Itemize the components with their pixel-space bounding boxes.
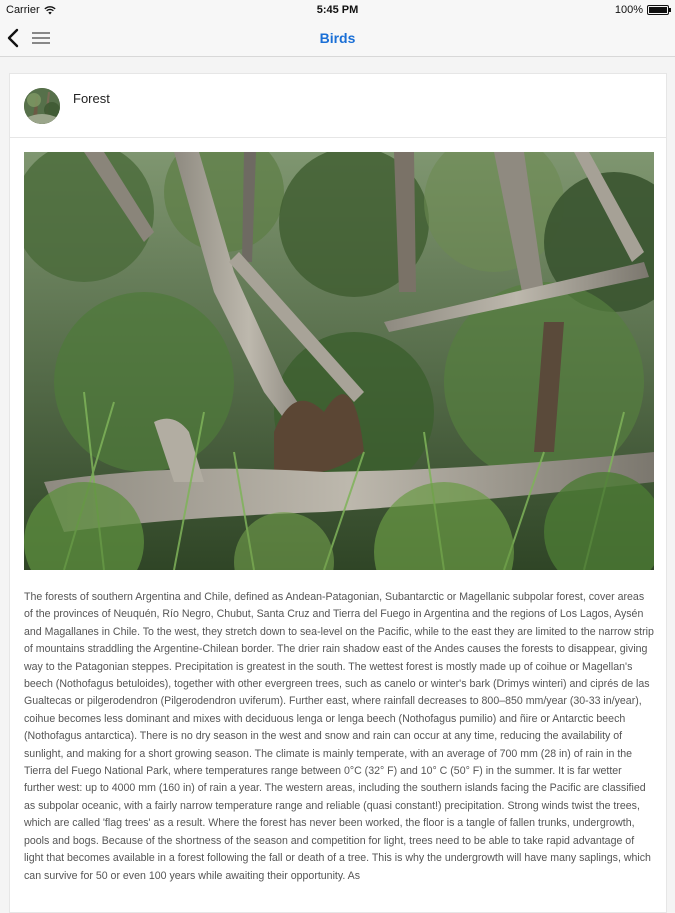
chevron-left-icon xyxy=(6,28,22,48)
battery-percent: 100% xyxy=(614,4,643,16)
content-card xyxy=(9,73,667,913)
forest-photo-illustration xyxy=(24,152,654,570)
battery-icon xyxy=(647,5,669,15)
article-body: The forests of southern Argentina and Chile, defined as Andean-Patagonian, Subantarctic or Magellanic subpolar forest, cover areas of the provinces of Neuquén, Río Negro, Chubut, Santa Cruz and Tierra del Fuego in Argentina and the regions of Los Lagos, Aysén and Magallanes in Chile. To the west, they stretch down to sea-level on the Pacific, while to the east they are limited to the narrow strip of mountains straddling the Argentine-Chilean border. The drier rain shadow east of the Andes causes the forests to disappear, giving way to the Patagonian steppes. Precipitation is greatest in the south. The wettest forest is mostly made up of coihue or Magellan's beech (Nothofagus betuloides), together with other evergreen trees, such as canelo or winter's bark (Drimys winteri) and ciprés de las Gualtecas or pilgerodendron (Pilgerodendron uviferum). Further east, where rainfall decreases to 800–850 mm/year (30-33 in/year), coihue becomes less dominant and mixes with deciduous lenga or lenga beech (Nothofagus pumilio) and ñire or Antarctic beech (Nothofagus antarctica). There is no dry season in the west and snow and rain can occur at any time, reducing the availability of sunlight, and making for a short growing season. The climate is mainly temperate, with an average of 700 mm (28 in) of rain in the Tierra del Fuego National Park, where temperatures range between 0°C (32° F) and 10° C (50° F) in the summer. It is far wetter further west: up to 4000 mm (160 in) of rain a year. The western areas, including the southern islands facing the Pacific are classified as subpolar oceanic, with a fairly narrow temperature range and reliable (quasi constant!) precipitation. Strong winds twist the trees, which are called 'flag trees' as a result. Where the forest has never been worked, the floor is a tangle of fallen trunks, undergrowth, pools and bogs. Because of the shortness of the season and competition for light, trees need to be able to take rapid advantage of light that becomes available in a forest following the fall or death of a tree. This is why the undergrowth will have many saplings, which can survive for 50 or even 100 years while awaiting their opportunity. As xyxy=(24,591,654,882)
avatar[interactable] xyxy=(24,88,60,124)
card-title: Forest xyxy=(73,91,110,106)
page-title: Birds xyxy=(319,30,356,46)
hamburger-menu-icon xyxy=(31,30,51,46)
status-right xyxy=(615,4,669,16)
status-bar xyxy=(0,0,675,20)
carrier-label: Carrier xyxy=(6,4,40,16)
forest-photo xyxy=(24,152,654,570)
battery-fill xyxy=(649,7,667,13)
avatar-thumbnail xyxy=(24,88,60,124)
card-header xyxy=(10,74,666,138)
navigation-bar xyxy=(0,20,675,57)
clock: 5:45 PM xyxy=(316,4,359,16)
menu-button[interactable] xyxy=(31,30,51,46)
back-button[interactable] xyxy=(6,28,22,48)
